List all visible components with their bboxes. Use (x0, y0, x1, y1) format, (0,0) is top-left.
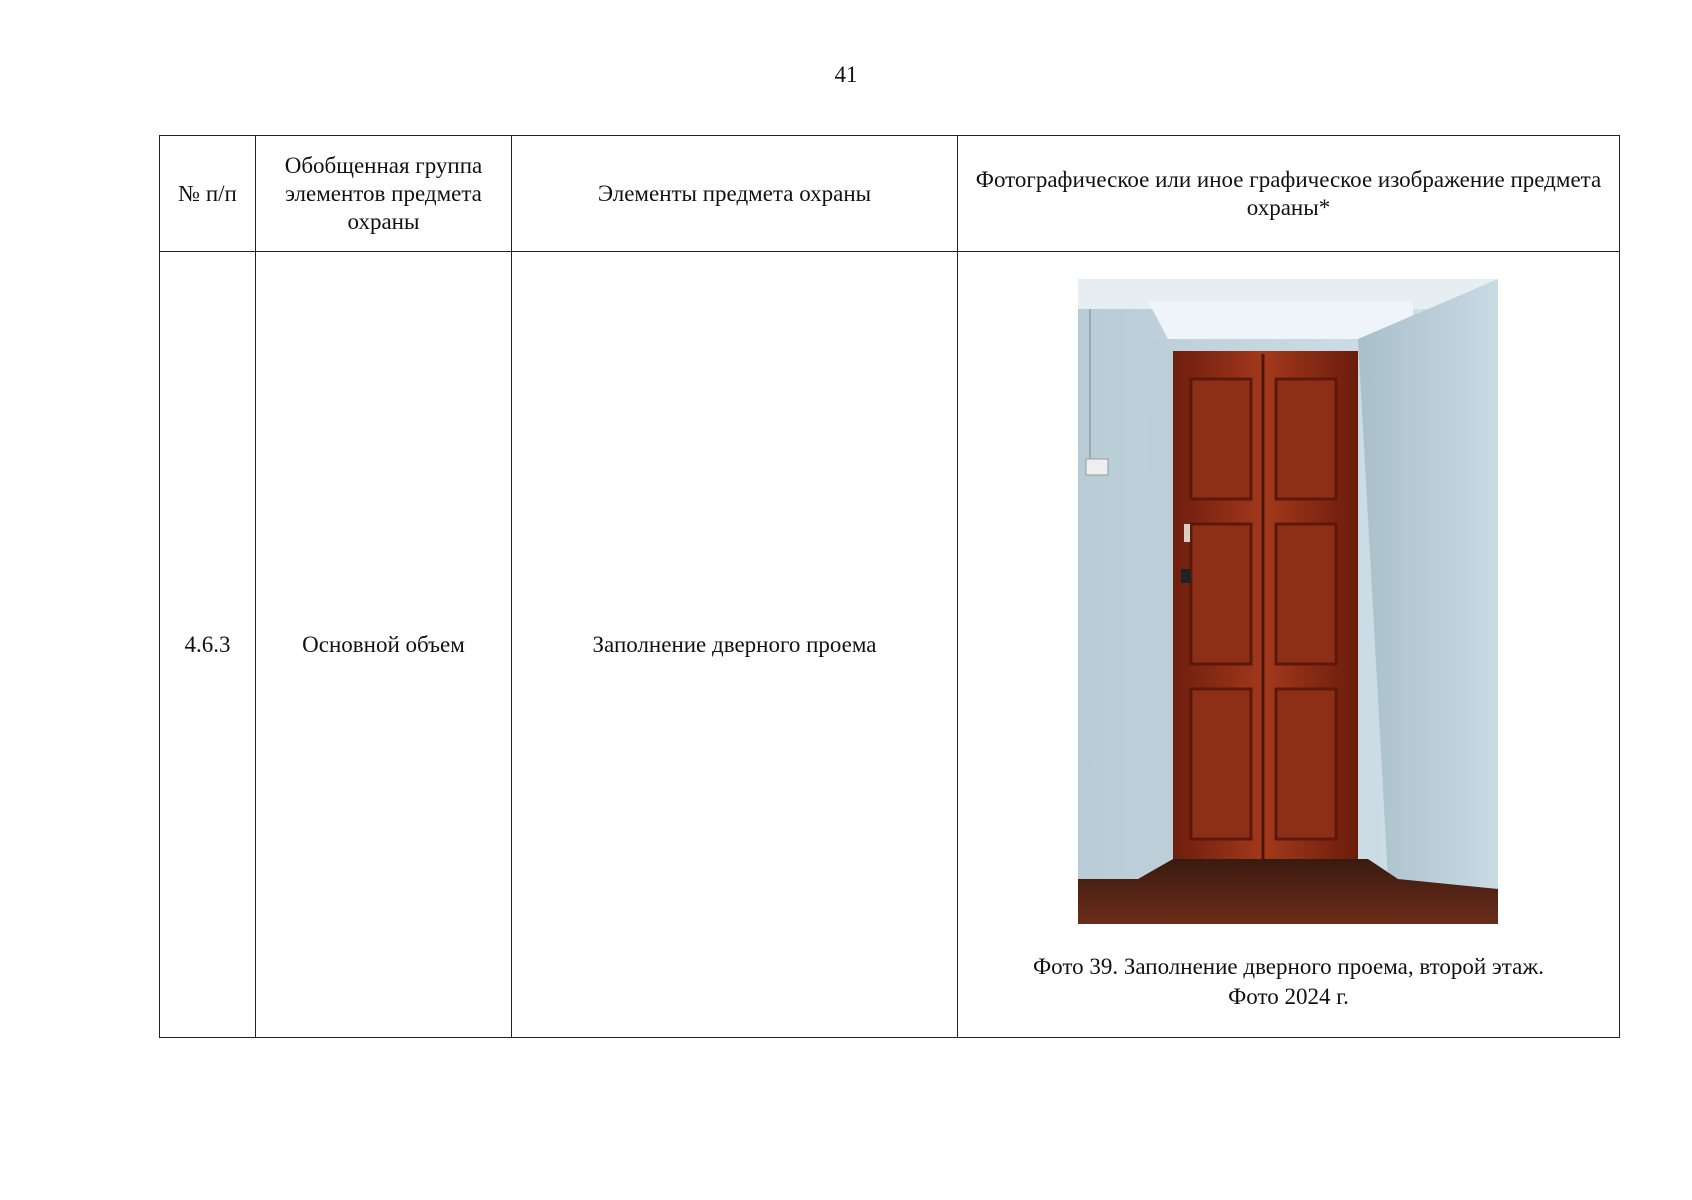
page-number: 41 (834, 62, 858, 87)
photo-caption-line2: Фото 2024 г. (1228, 984, 1349, 1009)
table-header-row (160, 136, 1620, 252)
photo-caption-line1: Фото 39. Заполнение дверного проема, второй этаж. (1033, 954, 1544, 979)
photo-caption (958, 952, 1619, 1012)
cell-group: Основной объем (256, 252, 512, 1038)
protection-elements-table (159, 135, 1620, 1038)
door-photo (1078, 279, 1498, 924)
table-row (160, 252, 1620, 1038)
header-elements: Элементы предмета охраны (512, 136, 958, 252)
cell-photo (958, 252, 1620, 1038)
header-number: № п/п (160, 136, 256, 252)
door-photo-illustration (1078, 279, 1498, 924)
cell-element: Заполнение дверного проема (512, 252, 958, 1038)
header-image: Фотографическое или иное графическое изображение предмета охраны* (958, 136, 1620, 252)
cell-number: 4.6.3 (160, 252, 256, 1038)
header-group: Обобщенная группа элементов предмета охраны (256, 136, 512, 252)
